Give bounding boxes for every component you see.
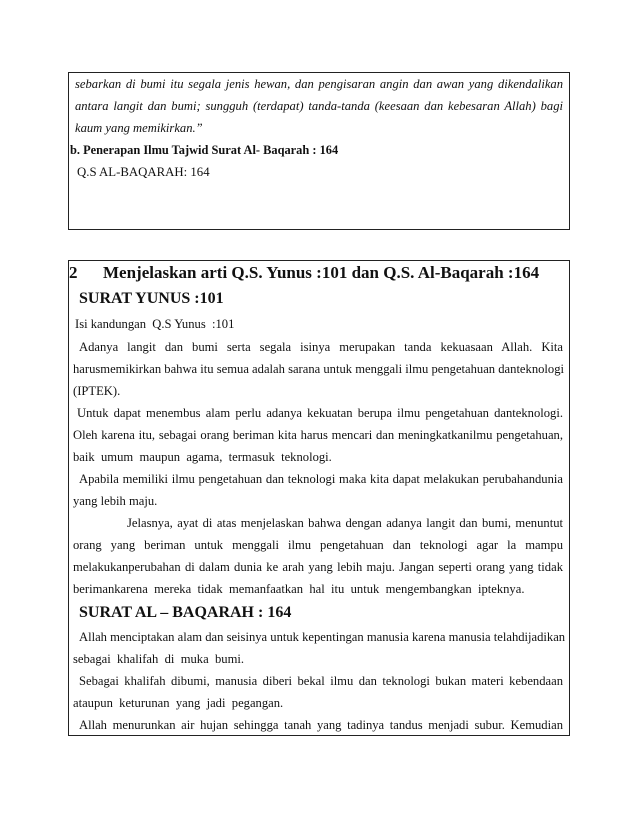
quote-line: antara langit dan bumi; sungguh (terdapat) tanda-tanda (keesaan dan kebesaran Allah) bagi: [75, 99, 563, 113]
body-line: yang lebih maju.: [73, 494, 158, 508]
yunus-title: SURAT YUNUS :101: [79, 290, 224, 307]
surah-label: Q.S AL-BAQARAH: 164: [77, 165, 210, 179]
body-line: Allah menciptakan alam dan seisinya untuk kepentingan manusia karena manusia telahdijadikan: [79, 630, 566, 644]
subheading-tajwid: b. Penerapan Ilmu Tajwid Surat Al- Baqarah : 164: [70, 143, 339, 157]
baqarah-title: SURAT AL – BAQARAH : 164: [79, 604, 292, 621]
body-line: Allah menurunkan air hujan sehingga tanah yang tadinya tandus menjadi subur. Kemudian: [79, 718, 563, 732]
body-line: orang yang beriman untuk menggali ilmu pengetahuan dan teknologi agar la mampu: [73, 538, 563, 552]
body-line: sebagai khalifah di muka bumi.: [73, 652, 245, 666]
quote-line: kaum yang memikirkan.”: [75, 121, 203, 135]
body-line: baik umum maupun agama, termasuk teknologi.: [73, 450, 332, 464]
body-line: melakukanperubahan di dalam dunia ke arah yang lebih maju. Jangan seperti orang yang tidak: [73, 560, 563, 574]
body-line: Untuk dapat menembus alam perlu adanya kekuatan berupa ilmu pengetahuan danteknologi.: [77, 406, 563, 420]
body-line: (IPTEK).: [73, 384, 121, 398]
body-line: Apabila memiliki ilmu pengetahuan dan teknologi maka kita dapat melakukan perubahandunia: [79, 472, 563, 486]
body-line: harusmemikirkan bahwa itu semua adalah sarana untuk menggali ilmu pengetahuan danteknologi: [73, 362, 565, 376]
section-heading: 2 Menjelaskan arti Q.S. Yunus :101 dan Q.S. Al-Baqarah :164: [69, 263, 540, 282]
body-line: Jelasnya, ayat di atas menjelaskan bahwa dengan adanya langit dan bumi, menuntut: [127, 516, 563, 530]
quote-line: sebarkan di bumi itu segala jenis hewan, dan pengisaran angin dan awan yang dikendalikan: [75, 77, 563, 91]
body-line: Adanya langit dan bumi serta segala isinya merupakan tanda kekuasaan Allah. Kita: [79, 340, 563, 354]
body-line: Sebagai khalifah dibumi, manusia diberi bekal ilmu dan teknologi bukan materi kebendaan: [79, 674, 563, 688]
body-line: Oleh karena itu, sebagai orang beriman kita harus mencari dan meningkatkanilmu pengetahuan,: [73, 428, 563, 442]
section-box-explanation: [68, 260, 570, 736]
body-line: ataupun keturunan yang jadi pegangan.: [73, 696, 284, 710]
body-line: berimankarena mereka tidak memanfaatkan hal itu untuk mengembangkan ipteknya.: [73, 582, 525, 596]
yunus-intro: Isi kandungan Q.S Yunus :101: [75, 317, 235, 331]
section-box-tajwid: [68, 72, 570, 230]
